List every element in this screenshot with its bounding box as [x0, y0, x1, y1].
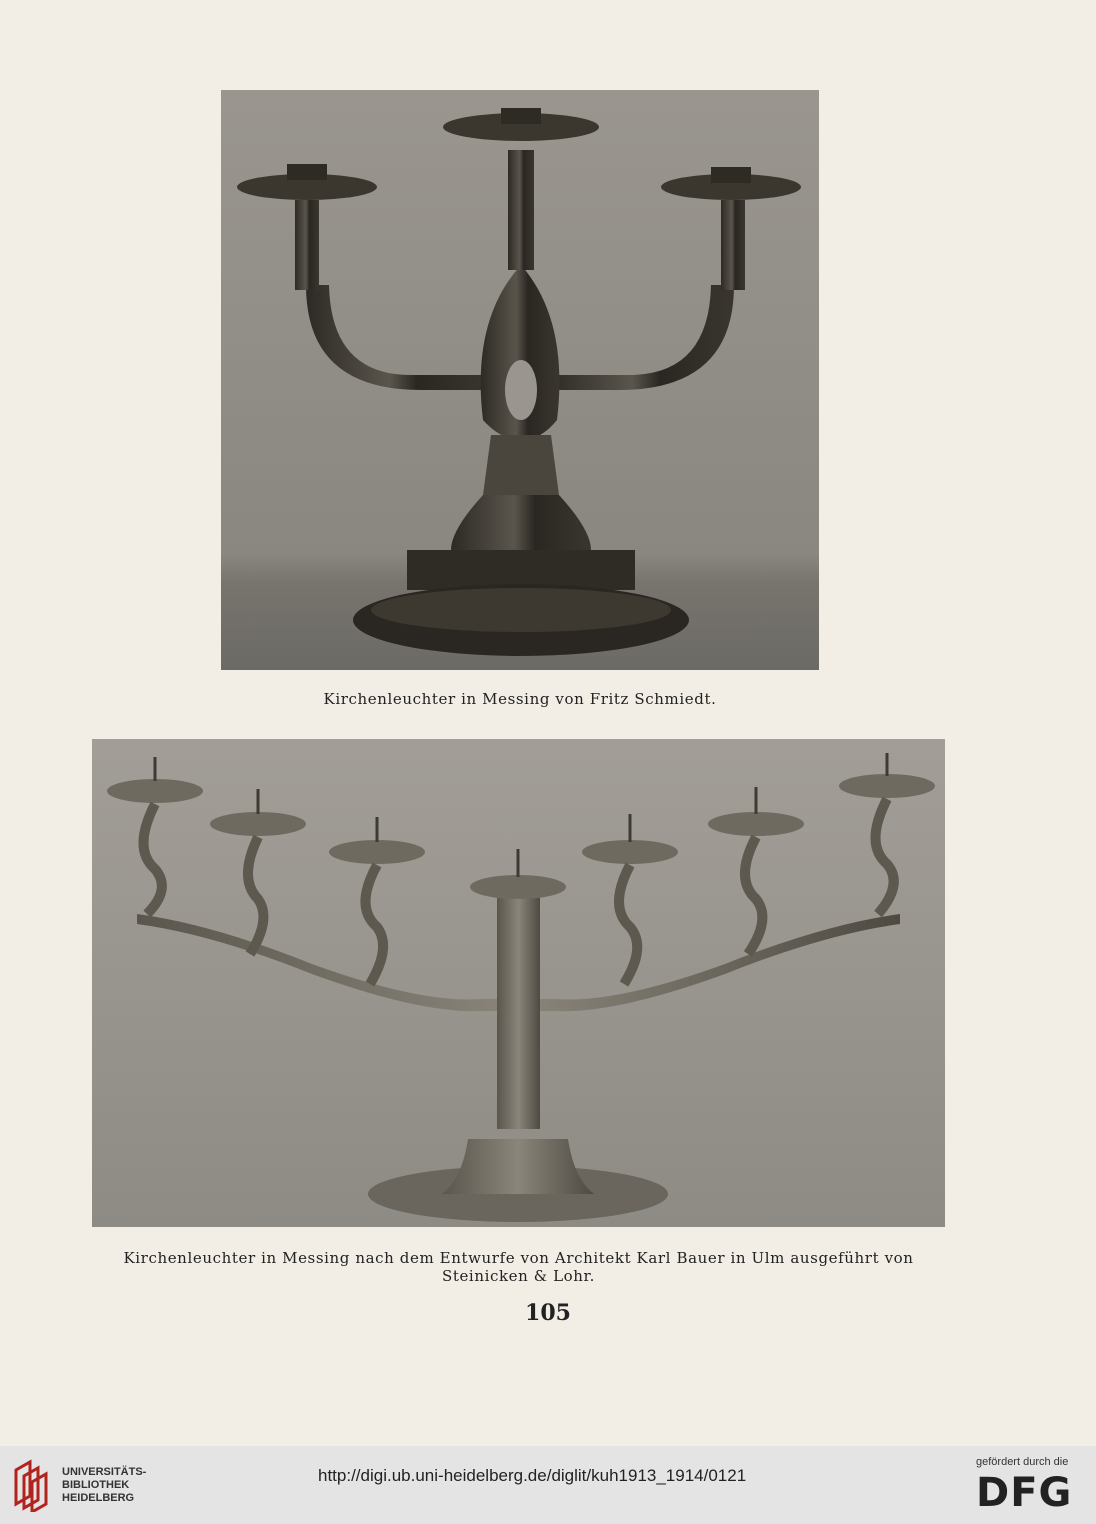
funding-note: gefördert durch die: [976, 1456, 1069, 1468]
page-number: 105: [525, 1300, 571, 1326]
library-name-line-1: UNIVERSITÄTS-: [62, 1466, 147, 1478]
library-name-line-2: BIBLIOTHEK: [62, 1479, 130, 1491]
photo-three-arm-candelabrum: [221, 90, 819, 670]
university-library-name: [62, 1466, 182, 1505]
photo-seven-arm-candelabrum: [92, 739, 945, 1227]
caption-bottom: Kirchenleuchter in Messing nach dem Entwurfe von Architekt Karl Bauer in Ulm ausgeführt von Steinicken & Lohr.: [123, 1249, 914, 1285]
viewer-footer: [0, 1446, 1096, 1524]
caption-top: Kirchenleuchter in Messing von Fritz Schmiedt.: [323, 690, 717, 708]
university-library-logo-icon[interactable]: [10, 1456, 56, 1512]
dfg-logo[interactable]: DFG: [976, 1470, 1073, 1516]
permalink-url[interactable]: http://digi.ub.uni-heidelberg.de/diglit/kuh1913_1914/0121: [318, 1466, 747, 1485]
library-name-line-3: HEIDELBERG: [62, 1492, 135, 1504]
